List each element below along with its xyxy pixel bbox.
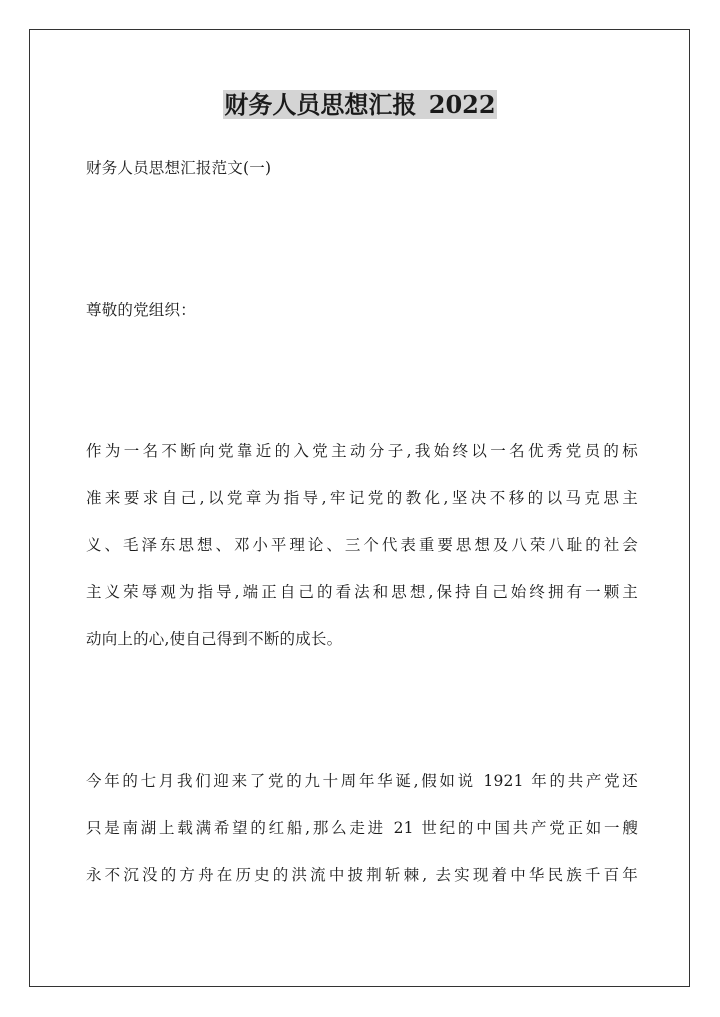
title-main-text: 财务人员思想汇报 bbox=[224, 90, 417, 119]
paragraph-line: 只是南湖上载满希望的红船,那么走进 21 世纪的中国共产党正如一艘 bbox=[86, 819, 638, 837]
paragraph-line: 今年的七月我们迎来了党的九十周年华诞,假如说 1921 年的共产党还 bbox=[86, 772, 638, 790]
document-title bbox=[0, 88, 720, 122]
document-subtitle: 财务人员思想汇报范文(一) bbox=[86, 159, 272, 177]
paragraph-line: 义、毛泽东思想、邓小平理论、三个代表重要思想及八荣八耻的社会 bbox=[86, 536, 638, 554]
paragraph-line: 动向上的心,使自己得到不断的成长。 bbox=[86, 630, 343, 648]
paragraph-line: 作为一名不断向党靠近的入党主动分子,我始终以一名优秀党员的标 bbox=[86, 442, 638, 460]
paragraph-line: 永不沉没的方舟在历史的洪流中披荆斩棘, 去实现着中华民族千百年 bbox=[86, 866, 638, 884]
paragraph-line: 主义荣辱观为指导,端正自己的看法和思想,保持自己始终拥有一颗主 bbox=[86, 583, 638, 601]
paragraph-line: 准来要求自己,以党章为指导,牢记党的教化,坚决不移的以马克思主 bbox=[86, 489, 638, 507]
title-year-text: 2022 bbox=[428, 90, 496, 119]
salutation: 尊敬的党组织： bbox=[86, 301, 196, 319]
